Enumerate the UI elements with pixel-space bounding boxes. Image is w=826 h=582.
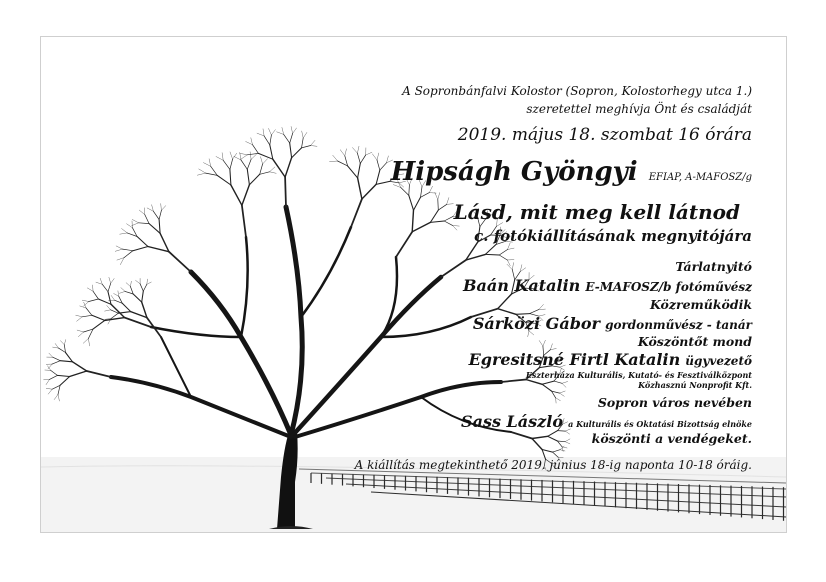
- city-rep-line: [461, 412, 752, 431]
- opener-name: Baán Katalin: [463, 276, 581, 295]
- artist-line: [391, 157, 752, 187]
- opener-line: [463, 276, 752, 295]
- greeter-org-2: Közhasznú Nonprofit Kft.: [638, 380, 752, 390]
- contributor-role: gordonművész - tanár: [605, 318, 752, 332]
- greeter-line: [469, 350, 752, 369]
- greeting-label: Köszöntőt mond: [637, 334, 752, 349]
- contributor-name: Sárközi Gábor: [472, 314, 600, 333]
- venue-line: A Sopronbánfalvi Kolostor (Sopron, Kolostorhegy utca 1.): [402, 84, 752, 98]
- date-line: 2019. május 18. szombat 16 órára: [457, 125, 752, 145]
- city-rep-name: Sass László: [461, 412, 563, 431]
- welcome-line: köszönti a vendégeket.: [591, 431, 752, 446]
- city-rep-role: a Kulturális és Oktatási Bizottság elnöke: [568, 419, 752, 429]
- greeter-org-1: Eszterháza Kulturális, Kutató- és Fesztiválközpont: [525, 370, 752, 380]
- invitation-card: [40, 36, 787, 533]
- artist-name: Hipságh Gyöngyi: [390, 157, 638, 187]
- city-label: Sopron város nevében: [597, 395, 752, 410]
- greeter-role: ügyvezető: [685, 354, 752, 368]
- invite-line: szeretettel meghívja Önt és családját: [526, 102, 752, 116]
- opener-role: E-MAFOSZ/b fotóművész: [585, 280, 752, 294]
- footer-line: A kiállítás megtekinthető 2019. június 18-ig naponta 10-18 óráig.: [354, 458, 752, 472]
- greeter-name: Egresitsné Firtl Katalin: [468, 350, 681, 369]
- exhibition-subtitle: c. fotókiállításának megnyitójára: [474, 227, 752, 245]
- exhibition-title: Lásd, mit meg kell látnod: [453, 200, 740, 224]
- tree-branches: [111, 207, 511, 437]
- contributor-label: Közreműködik: [649, 297, 752, 312]
- opener-label: Tárlatnyitó: [675, 259, 752, 274]
- artist-titles: EFIAP, A-MAFOSZ/g: [648, 172, 752, 183]
- contributor-line: [473, 314, 752, 333]
